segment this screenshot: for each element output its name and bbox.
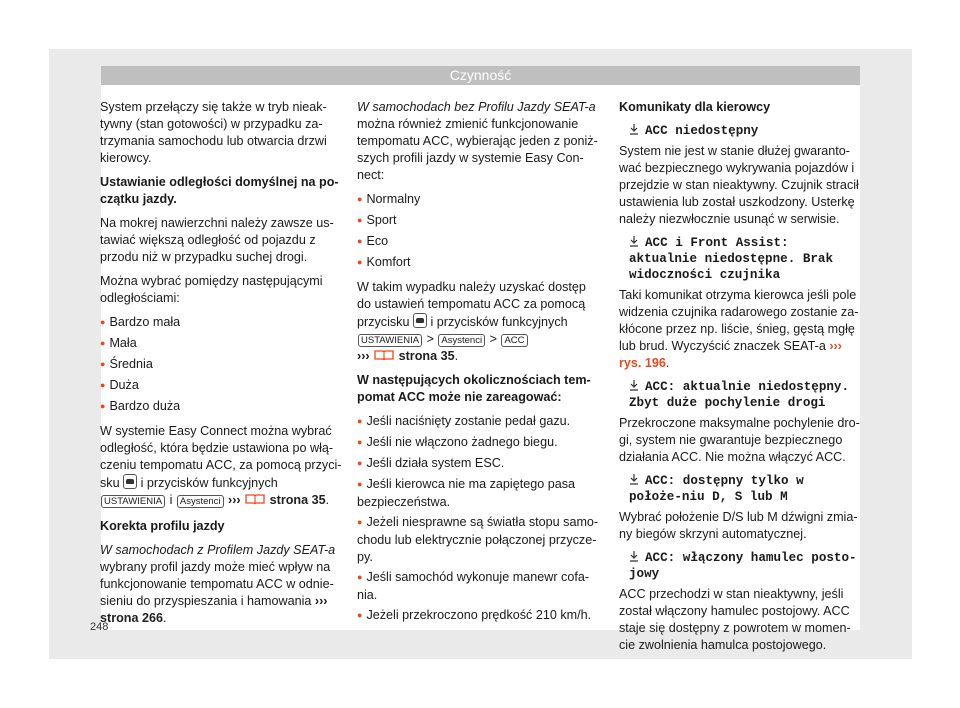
list-item: ● Duża	[100, 377, 342, 395]
column-2	[357, 99, 602, 628]
paragraph: Taki komunikat otrzyma kierowca jeśli pole widzenia czujnika radarowego zostanie za-kłócone przez np. liście, śnieg, gęstą mgłę lub brud. Wyczyścić znaczek SEAT-a ››› rys. 196.	[619, 288, 859, 370]
section-heading: Korekta profilu jazdy	[100, 519, 225, 533]
warning-icon	[629, 379, 639, 391]
car-button-icon	[413, 313, 427, 328]
driver-message: ACC: aktualnie niedostępny. Zbyt duże pochylenie drogi	[629, 380, 850, 410]
list-item: ● Bardzo duża	[100, 398, 342, 416]
car-button-icon	[123, 474, 137, 489]
list-item: ● Jeśli naciśnięty zostanie pedał gazu.	[357, 413, 602, 431]
key-acc: ACC	[501, 334, 527, 347]
paragraph: Na mokrej nawierzchni należy zawsze us-tawiać większą odległość od pojazdu z przodu niż w przypadku suchej drogi.	[100, 216, 334, 264]
paragraph: Przekroczone maksymalne pochylenie dro-gi, system nie gwarantuje bezpiecznego działania ACC. Nie można włączyć ACC.	[619, 416, 860, 464]
warning-icon	[629, 123, 639, 135]
list-item: ● Jeśli kierowca nie ma zapiętego pasa bezpieczeństwa.	[357, 476, 602, 511]
paragraph: System nie jest w stanie dłużej gwaranto-wać bezpiecznego wykrywania pojazdów i przejdzie w stan nieaktywny. Czujnik stracił ustawienia lub został uszkodzony. Usterkę należy niezwłocznie usunąć w serwisie.	[619, 144, 859, 226]
list-item: ● Komfort	[357, 254, 602, 272]
key-asystenci: Asystenci	[438, 334, 485, 347]
column-3	[619, 99, 861, 661]
paragraph: System przełączy się także w tryb nieak-tywny (stan gotowości) w przypadku za-trzymania samochodu lub otwarcia drzwi kierowcy.	[100, 100, 327, 165]
driver-message: ACC i Front Assist: aktualnie niedostępne. Brak widoczności czujnika	[629, 236, 834, 282]
reference-arrows: ›››	[228, 493, 241, 507]
link-strona-35[interactable]: strona 35	[398, 349, 455, 363]
book-icon	[244, 493, 266, 505]
warning-icon	[629, 550, 639, 562]
reference-arrows: ›››	[314, 594, 328, 608]
paragraph: Można wybrać pomiędzy następującymi odległościami:	[100, 274, 323, 305]
list-item: ● Normalny	[357, 191, 602, 209]
list-item: ● Średnia	[100, 356, 342, 374]
book-icon	[373, 349, 395, 361]
warning-icon	[629, 235, 639, 247]
section-heading: Ustawianie odległości domyślnej na po-czątku jazdy.	[100, 175, 339, 206]
link-strona-266[interactable]: strona 266	[100, 611, 163, 625]
reference-arrows: ›››	[357, 349, 370, 363]
section-heading: W następujących okolicznościach tem-pomat ACC może nie zareagować:	[357, 373, 591, 404]
driver-message: ACC: włączony hamulec posto-jowy	[629, 551, 857, 581]
list-item: ● Bardzo mała	[100, 314, 342, 332]
key-asystenci: Asystenci	[177, 495, 224, 508]
page-number: 248	[90, 621, 109, 633]
list-item: ● Mała	[100, 335, 342, 353]
key-ustawienia: USTAWIENIA	[358, 334, 422, 347]
paragraph: Wybrać położenie D/S lub M dźwigni zmia-ny biegów skrzyni automatycznej.	[619, 510, 858, 541]
link-rys-196[interactable]: rys. 196	[619, 356, 666, 370]
list-item: ● Sport	[357, 212, 602, 230]
section-heading: Komunikaty dla kierowcy	[619, 100, 771, 114]
paragraph: W systemie Easy Connect można wybrać odległość, która będzie ustawiona po włą-czeniu tempomatu ACC, za pomocą przyci-sku i przycisków funkcyjnych USTAWIENIA i Asystenci ››› strona 35.	[100, 424, 342, 507]
paragraph: W takim wypadku należy uzyskać dostęp do ustawień tempomatu ACC za pomocą przycisku i przycisków funkcyjnych USTAWIENIA > Asystenci > ACC ››› strona 35.	[357, 280, 586, 363]
warning-icon	[629, 473, 639, 485]
list-item: ● Jeśli działa system ESC.	[357, 455, 602, 473]
reference-arrows: ›››	[829, 339, 842, 353]
paragraph: W samochodach z Profilem Jazdy SEAT-a wybrany profil jazdy może mieć wpływ na funkcjonowanie tempomatu ACC w odnie-sieniu do przyspieszania i hamowania ››› strona 266.	[100, 543, 336, 625]
column-1	[100, 99, 342, 634]
list-item: ● Jeśli nie włączono żadnego biegu.	[357, 434, 602, 452]
paragraph: W samochodach bez Profilu Jazdy SEAT-a można również zmienić funkcjonowanie tempomatu ACC, wybierając jeden z poniż-szych profili jazdy w systemie Easy Con-nect:	[357, 100, 598, 182]
page-header: Czynność	[101, 66, 860, 85]
list-item: ● Jeżeli niesprawne są światła stopu samo-chodu lub elektrycznie połączonej przycze-py.	[357, 514, 602, 566]
key-ustawienia: USTAWIENIA	[101, 495, 165, 508]
list-item: ● Eco	[357, 233, 602, 251]
link-strona-35[interactable]: strona 35	[269, 493, 326, 507]
page-content	[100, 85, 860, 652]
paragraph: ACC przechodzi w stan nieaktywny, jeśli został włączony hamulec postojowy. ACC staje się dostępny z powrotem w momen-cie zwolnienia hamulca postojowego.	[619, 587, 851, 652]
driver-message: ACC: dostępny tylko w położe-niu D, S lub M	[629, 474, 804, 504]
list-item: ● Jeżeli przekroczono prędkość 210 km/h.	[357, 607, 602, 625]
list-item: ● Jeśli samochód wykonuje manewr cofa-nia.	[357, 569, 602, 604]
driver-message: ACC niedostępny	[619, 123, 861, 139]
